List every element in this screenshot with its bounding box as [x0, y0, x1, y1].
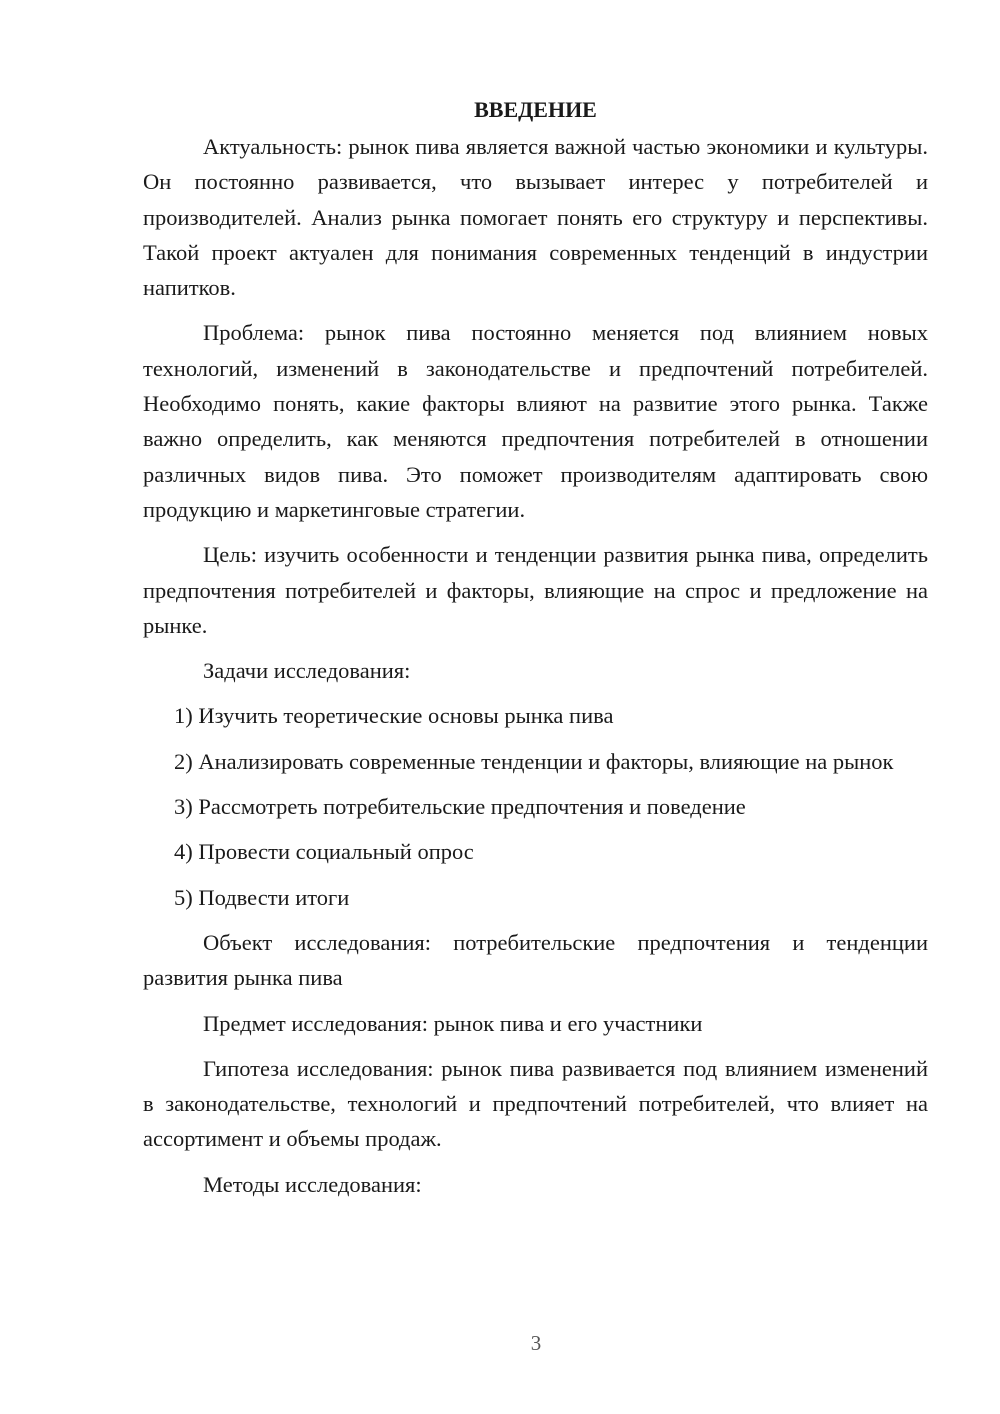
- hypothesis-paragraph: Гипотеза исследования: рынок пива развивается под влиянием изменений в законодательстве, технологий и предпочтений потребителей, что влияет на ассортимент и объемы продаж.: [143, 1055, 928, 1152]
- methods-heading: Методы исследования:: [203, 1171, 422, 1197]
- problem-paragraph: Проблема: рынок пива постоянно меняется под влиянием новых технологий, изменений в законодательстве и предпочтений потребителей. Необходимо понять, какие факторы влияют на развитие этого рынка. Также важно определить, как меняются предпочтения потребителей в отношении различных видов пива. Это поможет производителям адаптировать свою продукцию и маркетинговые стратегии.: [143, 320, 928, 522]
- page-title: ВВЕДЕНИЕ: [474, 97, 597, 122]
- task-item: 3) Рассмотреть потребительские предпочтения и поведение: [174, 794, 746, 820]
- subject-paragraph: Предмет исследования: рынок пива и его участники: [203, 1010, 703, 1036]
- relevance-paragraph: Актуальность: рынок пива является важной частью экономики и культуры. Он постоянно развивается, что вызывает интерес у потребителей и производителей. Анализ рынка помогает понять его структуру и перспективы. Такой проект актуален для понимания современных тенденций в индустрии напитков.: [143, 134, 928, 301]
- object-paragraph: Объект исследования: потребительские предпочтения и тенденции развития рынка пива: [143, 929, 928, 991]
- task-item: 1) Изучить теоретические основы рынка пива: [174, 703, 614, 729]
- task-item: 2) Анализировать современные тенденции и факторы, влияющие на рынок: [174, 748, 894, 774]
- task-item: 5) Подвести итоги: [174, 884, 350, 910]
- task-item: 4) Провести социальный опрос: [174, 839, 474, 865]
- goal-paragraph: Цель: изучить особенности и тенденции развития рынка пива, определить предпочтения потребителей и факторы, влияющие на спрос и предложение на рынке.: [143, 542, 928, 638]
- document-page: [143, 92, 928, 1212]
- tasks-heading: Задачи исследования:: [203, 658, 411, 684]
- page-number: 3: [530, 1331, 542, 1355]
